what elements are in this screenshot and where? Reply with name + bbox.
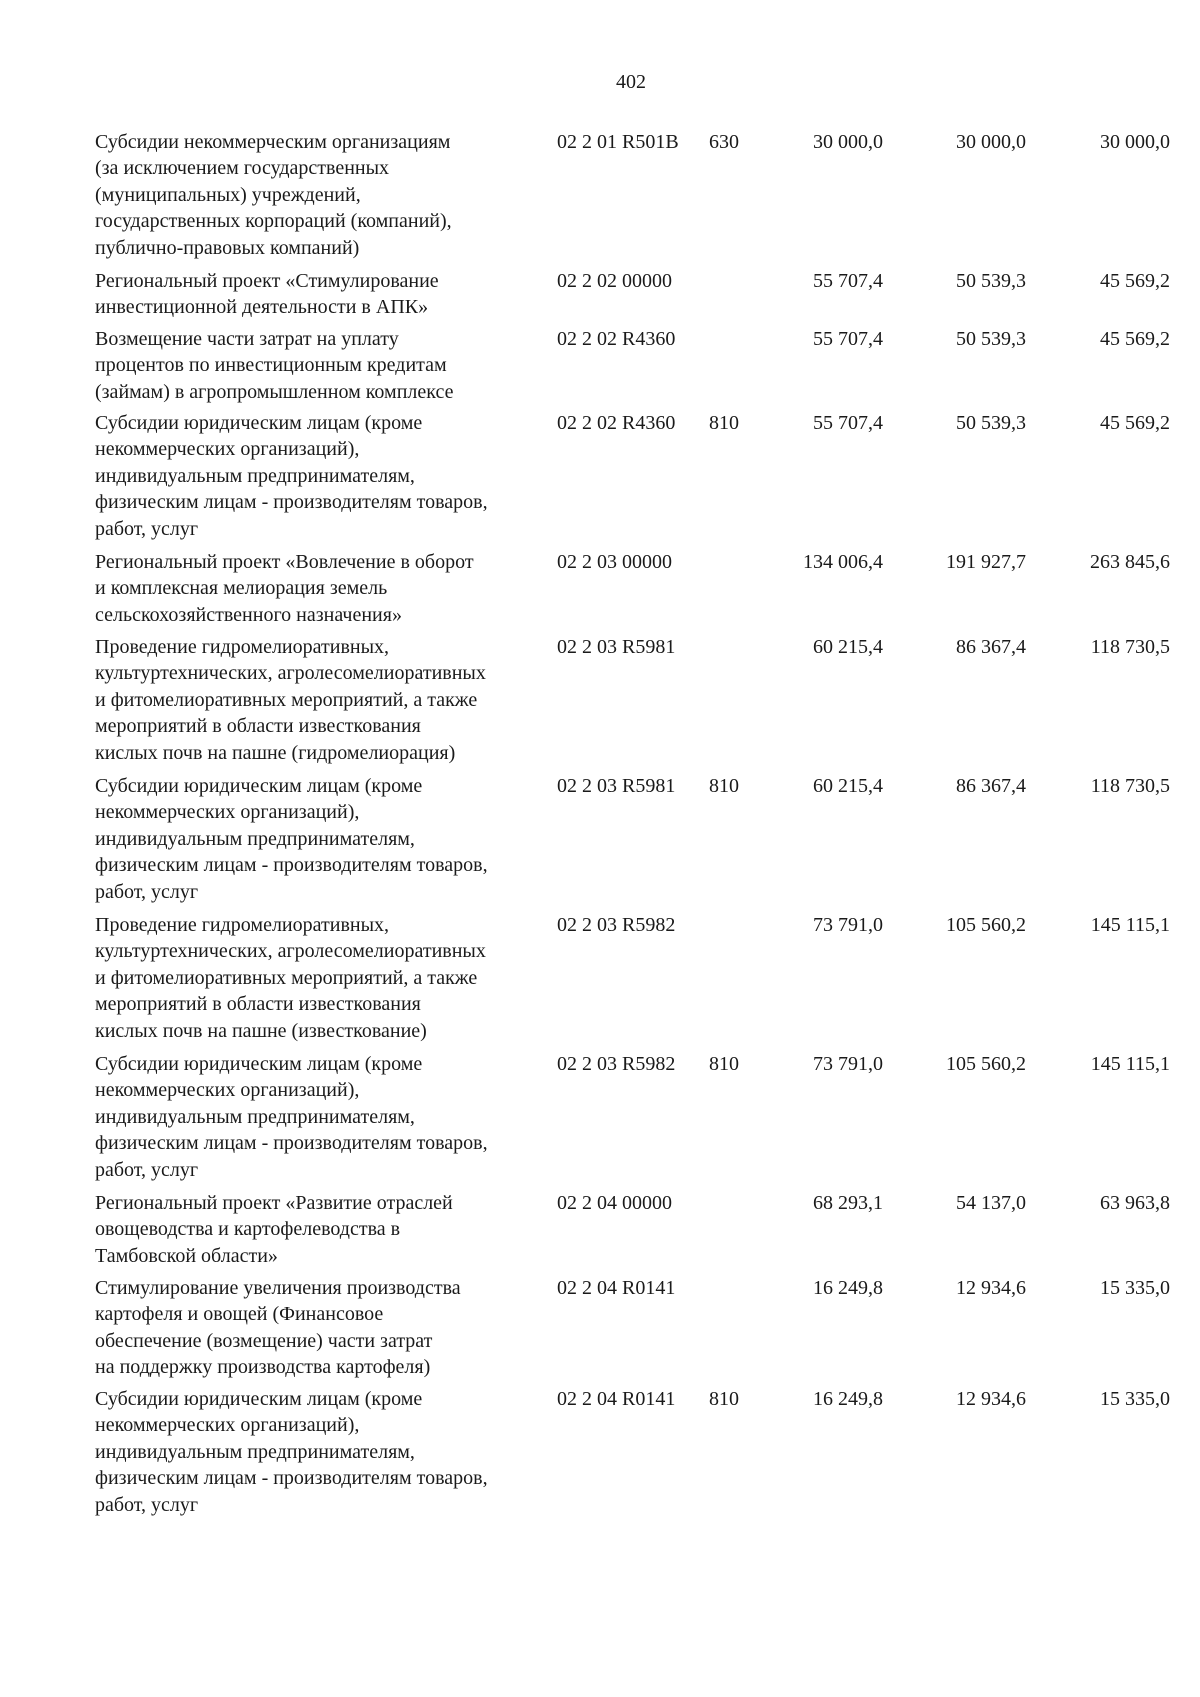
row-value-3: 45 569,2 [1100,270,1170,292]
row-value-2: 105 560,2 [946,914,1026,936]
row-value-1: 73 791,0 [813,1053,883,1075]
row-code: 02 2 04 R0141 [557,1277,676,1299]
row-value-1: 16 249,8 [813,1277,883,1299]
row-value-1: 16 249,8 [813,1388,883,1410]
row-code: 02 2 04 00000 [557,1192,672,1214]
row-value-2: 86 367,4 [956,636,1026,658]
row-value-3: 63 963,8 [1100,1192,1170,1214]
row-name: Стимулирование увеличения производства картофеля и овощей (Финансовое обеспечение (возмещение) части затрат на поддержку производства картофеля) [95,1277,461,1379]
row-expense-type: 630 [709,131,739,153]
row-name: Проведение гидромелиоративных, культуртехнических, агролесомелиоративных и фитомелиоративных мероприятий, а также мероприятий в области известкования кислых почв на пашне (гидромелиорация) [95,636,486,764]
row-code: 02 2 03 R5982 [557,1053,676,1075]
row-value-1: 55 707,4 [813,328,883,350]
row-name: Возмещение части затрат на уплату процентов по инвестиционным кредитам (займам) в агропромышленном комплексе [95,328,454,403]
row-value-2: 86 367,4 [956,775,1026,797]
row-value-1: 30 000,0 [813,131,883,153]
row-value-1: 55 707,4 [813,270,883,292]
row-value-3: 145 115,1 [1090,1053,1170,1075]
row-value-3: 15 335,0 [1100,1388,1170,1410]
row-code: 02 2 04 R0141 [557,1388,676,1410]
row-name: Проведение гидромелиоративных, культуртехнических, агролесомелиоративных и фитомелиоративных мероприятий, а также мероприятий в области известкования кислых почв на пашне (известкование) [95,914,486,1042]
row-name: Субсидии юридическим лицам (кроме некоммерческих организаций), индивидуальным предпринимателям, физическим лицам - производителям товаров, работ, услуг [95,1053,488,1181]
row-code: 02 2 03 R5981 [557,636,676,658]
row-value-3: 15 335,0 [1100,1277,1170,1299]
row-value-3: 118 730,5 [1090,636,1170,658]
row-name: Субсидии юридическим лицам (кроме некоммерческих организаций), индивидуальным предпринимателям, физическим лицам - производителям товаров, работ, услуг [95,775,488,903]
row-value-1: 68 293,1 [813,1192,883,1214]
row-value-2: 30 000,0 [956,131,1026,153]
row-value-2: 105 560,2 [946,1053,1026,1075]
row-value-2: 50 539,3 [956,412,1026,434]
page-number: 402 [616,71,646,93]
row-value-1: 134 006,4 [803,551,883,573]
row-value-3: 45 569,2 [1100,328,1170,350]
row-code: 02 2 02 R4360 [557,328,676,350]
row-name: Субсидии юридическим лицам (кроме некоммерческих организаций), индивидуальным предпринимателям, физическим лицам - производителям товаров, работ, услуг [95,412,488,540]
row-value-2: 12 934,6 [956,1277,1026,1299]
row-value-2: 191 927,7 [946,551,1026,573]
row-value-3: 263 845,6 [1090,551,1170,573]
row-code: 02 2 01 R501B [557,131,679,153]
row-name: Субсидии юридическим лицам (кроме некоммерческих организаций), индивидуальным предпринимателям, физическим лицам - производителям товаров, работ, услуг [95,1388,488,1516]
row-value-3: 145 115,1 [1090,914,1170,936]
row-value-3: 118 730,5 [1090,775,1170,797]
row-value-2: 54 137,0 [956,1192,1026,1214]
row-value-2: 50 539,3 [956,328,1026,350]
row-code: 02 2 03 R5981 [557,775,676,797]
row-expense-type: 810 [709,412,739,434]
row-value-3: 45 569,2 [1100,412,1170,434]
row-name: Региональный проект «Развитие отраслей овощеводства и картофелеводства в Тамбовской области» [95,1192,453,1267]
row-value-1: 60 215,4 [813,775,883,797]
row-value-3: 30 000,0 [1100,131,1170,153]
row-value-1: 55 707,4 [813,412,883,434]
row-name: Региональный проект «Стимулирование инвестиционной деятельности в АПК» [95,270,439,319]
row-code: 02 2 02 00000 [557,270,672,292]
row-expense-type: 810 [709,1388,739,1410]
row-code: 02 2 03 00000 [557,551,672,573]
row-expense-type: 810 [709,775,739,797]
row-value-1: 60 215,4 [813,636,883,658]
row-name: Региональный проект «Вовлечение в оборот и комплексная мелиорация земель сельскохозяйственного назначения» [95,551,474,626]
row-value-2: 50 539,3 [956,270,1026,292]
row-code: 02 2 02 R4360 [557,412,676,434]
row-name: Субсидии некоммерческим организациям (за исключением государственных (муниципальных) учреждений, государственных корпораций (компаний), публично-правовых компаний) [95,131,452,259]
row-value-2: 12 934,6 [956,1388,1026,1410]
row-value-1: 73 791,0 [813,914,883,936]
row-expense-type: 810 [709,1053,739,1075]
row-code: 02 2 03 R5982 [557,914,676,936]
